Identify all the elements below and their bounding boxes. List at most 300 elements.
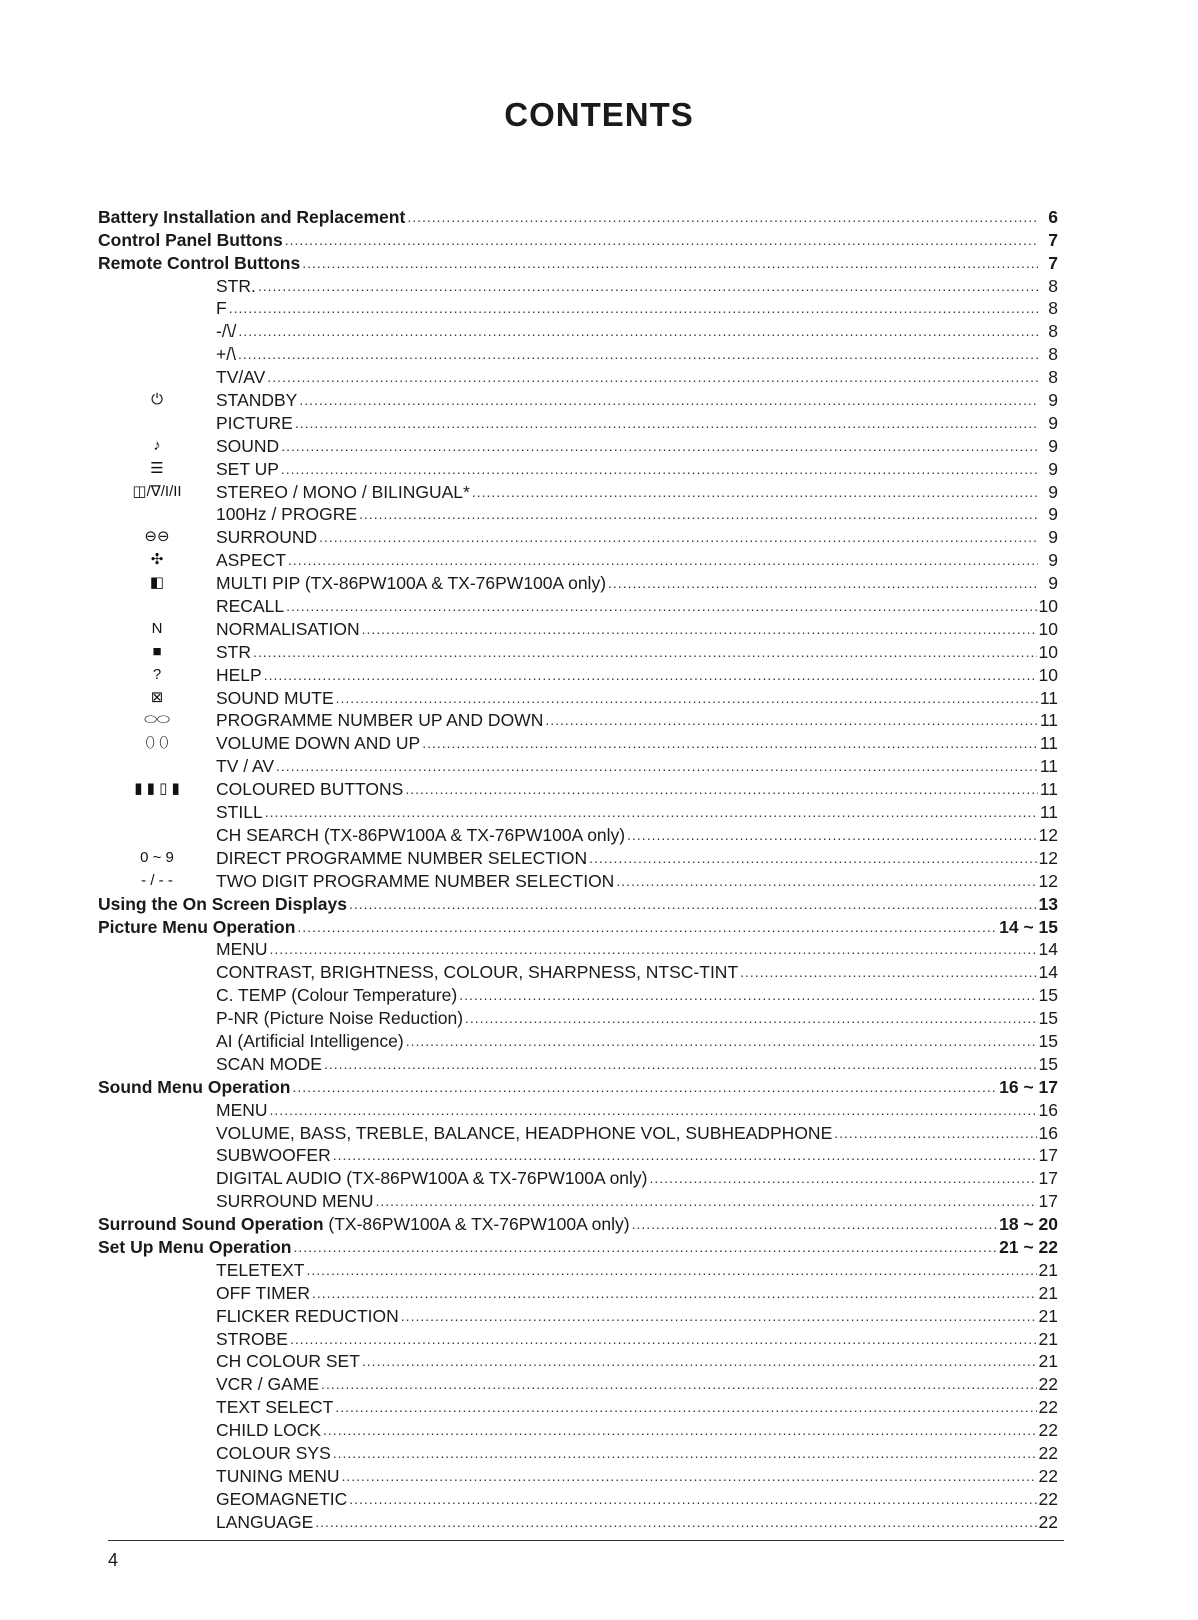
toc-entry-page: 17 (1038, 1145, 1058, 1166)
dot-leader (422, 733, 1038, 753)
toc-entry-page: 22 (1038, 1374, 1058, 1395)
toc-entry (98, 479, 1058, 502)
toc-entry (98, 341, 1058, 364)
toc-entry-page: 14 (1038, 939, 1058, 960)
toc-entry-label (216, 573, 606, 593)
toc-entry-title: RECALL (216, 596, 285, 617)
dot-leader (608, 573, 1038, 593)
toc-entry (98, 1051, 1058, 1074)
toc-entry (98, 524, 1058, 547)
toc-entry-page: 16 ~ 17 (999, 1076, 1058, 1097)
toc-entry-title: FLICKER REDUCTION (216, 1305, 399, 1326)
toc-entry (98, 1188, 1058, 1211)
dot-leader (335, 1397, 1036, 1417)
toc-entry-label (98, 1237, 291, 1257)
toc-entry (98, 1394, 1058, 1417)
toc-entry-page: 9 (1048, 435, 1058, 456)
toc-entry-title: MENU (216, 939, 268, 960)
dot-leader (405, 779, 1037, 799)
toc-entry-title: ASPECT (216, 550, 287, 571)
toc-entry-label (216, 550, 286, 570)
toc-entry (98, 204, 1058, 227)
toc-entry-title: MENU (216, 1099, 268, 1120)
dot-leader (359, 504, 1038, 524)
toc-entry-label (216, 642, 251, 662)
toc-entry (98, 914, 1058, 937)
toc-entry-page: 10 (1038, 641, 1058, 662)
dot-leader (545, 710, 1037, 730)
dot-leader (286, 596, 1036, 616)
toc-entry-label-suffix: (TX-86PW100A & TX-76PW100A only) (323, 1214, 630, 1235)
toc-entry (98, 1440, 1058, 1463)
toc-entry (98, 708, 1058, 731)
toc-entry-title: Picture Menu Operation (98, 916, 296, 937)
toc-entry-title: TUNING MENU (216, 1465, 340, 1486)
toc-entry (98, 1234, 1058, 1257)
toc-entry-label (216, 756, 274, 776)
toc-entry-label (216, 321, 236, 341)
dot-leader (302, 253, 1038, 273)
toc-entry-page: 7 (1048, 229, 1058, 250)
dot-leader (349, 894, 1037, 914)
toc-entry-title: TV/AV (216, 367, 266, 388)
toc-entry-label (216, 298, 227, 318)
toc-entry-title: LANGUAGE (216, 1511, 314, 1532)
multi-pip-icon: ◧ (149, 574, 165, 592)
toc-entry-title: MULTI PIP (TX-86PW100A & TX-76PW100A only) (216, 573, 607, 594)
toc-entry (98, 1326, 1058, 1349)
toc-entry-label (98, 253, 300, 273)
toc-entry-label (216, 1374, 319, 1394)
toc-entry (98, 1280, 1058, 1303)
dot-leader (406, 1031, 1037, 1051)
toc-entry-page: 8 (1048, 344, 1058, 365)
toc-entry-label (216, 1145, 331, 1165)
toc-entry-label (216, 871, 614, 891)
dot-leader (265, 802, 1038, 822)
toc-entry-page: 6 (1048, 206, 1058, 227)
dot-leader (299, 390, 1038, 410)
toc-entry-title: DIRECT PROGRAMME NUMBER SELECTION (216, 847, 588, 868)
toc-entry-label (216, 1351, 360, 1371)
toc-entry (98, 1257, 1058, 1280)
toc-entry-label (216, 276, 256, 296)
dot-leader (293, 1237, 997, 1257)
toc-entry (98, 1028, 1058, 1051)
dot-leader (401, 1306, 1037, 1326)
stereo-mono-bilingual-icon: ◫/∇/I/II (132, 482, 182, 500)
toc-entry-title: SURROUND MENU (216, 1191, 374, 1212)
toc-entry-title: PICTURE (216, 412, 293, 433)
toc-entry-label (216, 962, 738, 982)
toc-entry-title: P-NR (Picture Noise Reduction) (216, 1008, 464, 1029)
toc-entry-label (216, 1191, 374, 1211)
dot-leader (229, 298, 1038, 318)
toc-entry-title: Sound Menu Operation (98, 1076, 291, 1097)
dot-leader (632, 1214, 998, 1234)
dot-leader (336, 688, 1038, 708)
toc-entry-title: Set Up Menu Operation (98, 1236, 292, 1257)
toc-entry-label (216, 1512, 313, 1532)
toc-entry-label (216, 802, 263, 822)
toc-entry-title: TELETEXT (216, 1259, 305, 1280)
toc-entry (98, 662, 1058, 685)
setup-icon: ☰ (150, 459, 164, 477)
toc-entry-label (98, 1077, 291, 1097)
toc-entry-page: 21 (1038, 1305, 1058, 1326)
toc-entry-page: 17 (1038, 1168, 1058, 1189)
dot-leader (281, 459, 1038, 479)
toc-entry (98, 593, 1058, 616)
toc-entry-label (216, 779, 403, 799)
dot-leader (297, 917, 997, 937)
toc-entry-title: Control Panel Buttons (98, 229, 283, 250)
toc-entry-title: TV / AV (216, 756, 275, 777)
toc-entry-title: F (216, 298, 227, 319)
toc-entry-label (216, 1054, 322, 1074)
toc-entry-page: 9 (1048, 390, 1058, 411)
toc-entry-label (216, 1283, 310, 1303)
toc-entry-title: DIGITAL AUDIO (TX-86PW100A & TX-76PW100A only) (216, 1168, 648, 1189)
toc-entry-title: +/\ (216, 344, 236, 365)
toc-entry-label (216, 596, 284, 616)
dot-leader (627, 825, 1036, 845)
two-digit-icon: - / - - (141, 871, 173, 889)
toc-entry-page: 9 (1048, 573, 1058, 594)
dot-leader (293, 1077, 998, 1097)
dot-leader (459, 985, 1036, 1005)
dot-leader (267, 367, 1038, 387)
dot-leader (290, 1329, 1037, 1349)
toc-entry-label (216, 848, 587, 868)
toc-entry-page: 17 (1038, 1191, 1058, 1212)
toc-entry-page: 9 (1048, 412, 1058, 433)
toc-entry-page: 15 (1038, 985, 1058, 1006)
toc-entry-page: 8 (1048, 321, 1058, 342)
toc-entry (98, 1074, 1058, 1097)
toc-entry (98, 1303, 1058, 1326)
toc-entry-page: 15 (1038, 1053, 1058, 1074)
toc-entry-label (216, 1008, 463, 1028)
toc-entry-page: 9 (1048, 550, 1058, 571)
dot-leader (362, 619, 1037, 639)
toc-entry (98, 730, 1058, 753)
dot-leader (321, 1374, 1036, 1394)
dot-leader (472, 482, 1038, 502)
toc-entry (98, 1211, 1058, 1234)
programme-up-down-icon: ⬭⬭ (144, 711, 170, 729)
toc-entry (98, 547, 1058, 570)
toc-entry (98, 845, 1058, 868)
toc-entry (98, 364, 1058, 387)
footer-divider (108, 1540, 1064, 1541)
toc-entry-title: CH SEARCH (TX-86PW100A & TX-76PW100A only) (216, 824, 626, 845)
toc-entry-label (216, 1031, 404, 1051)
toc-entry-title: CONTRAST, BRIGHTNESS, COLOUR, SHARPNESS, NTSC-TINT (216, 962, 739, 983)
toc-entry-label (216, 1260, 305, 1280)
toc-entry-label (216, 985, 457, 1005)
toc-entry (98, 1143, 1058, 1166)
dot-leader (288, 550, 1038, 570)
toc-entry-title: 100Hz / PROGRE (216, 504, 358, 525)
toc-entry-label (216, 939, 268, 959)
toc-entry (98, 1097, 1058, 1120)
toc-entry-page: 16 (1038, 1099, 1058, 1120)
dot-leader (270, 1100, 1037, 1120)
toc-entry-page: 12 (1038, 824, 1058, 845)
toc-entry-title: VCR / GAME (216, 1374, 320, 1395)
dot-leader (834, 1123, 1036, 1143)
toc-entry-label (98, 894, 347, 914)
dot-leader (362, 1351, 1037, 1371)
toc-entry-label (216, 344, 236, 364)
toc-entry-page: 22 (1038, 1442, 1058, 1463)
toc-entry-title: Battery Installation and Replacement (98, 206, 406, 227)
toc-entry-title: VOLUME DOWN AND UP (216, 733, 421, 754)
toc-entry-label (98, 207, 405, 227)
dot-leader (333, 1145, 1037, 1165)
toc-entry-label (98, 917, 295, 937)
dot-leader (376, 1191, 1037, 1211)
toc-entry-page: 15 (1038, 1030, 1058, 1051)
standby-icon: ⏻ (151, 391, 163, 409)
toc-entry (98, 1120, 1058, 1143)
toc-entry-title: AI (Artificial Intelligence) (216, 1030, 404, 1051)
toc-entry-page: 21 ~ 22 (999, 1236, 1058, 1257)
toc-entry-label (216, 688, 334, 708)
toc-entry-label (216, 710, 543, 730)
toc-entry-label (216, 619, 360, 639)
toc-entry-page: 14 ~ 15 (999, 916, 1058, 937)
toc-entry-label (216, 459, 279, 479)
toc-entry (98, 502, 1058, 525)
toc-entry-page: 12 (1038, 870, 1058, 891)
toc-entry-page: 11 (1039, 733, 1058, 754)
toc-entry-page: 22 (1038, 1465, 1058, 1486)
toc-entry-label (98, 230, 283, 250)
toc-entry (98, 753, 1058, 776)
toc-entry-title: Surround Sound Operation (98, 1214, 324, 1235)
footer-page-number: 4 (108, 1550, 119, 1570)
dot-leader (349, 1489, 1036, 1509)
toc-entry (98, 387, 1058, 410)
toc-entry-page: 15 (1038, 1008, 1058, 1029)
toc-entry-label (216, 390, 297, 410)
dot-leader (276, 756, 1038, 776)
toc-entry (98, 410, 1058, 433)
toc-entry (98, 1371, 1058, 1394)
toc-entry (98, 799, 1058, 822)
toc-entry-page: 9 (1048, 504, 1058, 525)
toc-entry-page: 11 (1039, 802, 1058, 823)
toc-entry-page: 21 (1038, 1259, 1058, 1280)
toc-entry (98, 685, 1058, 708)
dot-leader (258, 276, 1038, 296)
toc-entry-page: 8 (1048, 298, 1058, 319)
toc-entry-title: CH COLOUR SET (216, 1351, 360, 1372)
toc-entry-title: CHILD LOCK (216, 1420, 322, 1441)
digit-keys-icon: 0 ~ 9 (140, 848, 174, 866)
toc-entry (98, 822, 1058, 845)
toc-entry (98, 318, 1058, 341)
toc-entry-label (216, 413, 293, 433)
toc-entry-label (216, 504, 357, 524)
toc-entry-title: STR (216, 641, 251, 662)
toc-entry (98, 570, 1058, 593)
surround-icon: ⊖⊖ (144, 528, 170, 546)
dot-leader (650, 1168, 1037, 1188)
toc-entry-label (216, 1329, 288, 1349)
toc-entry (98, 1005, 1058, 1028)
toc-entry-page: 8 (1048, 275, 1058, 296)
toc-entry-title: C. TEMP (Colour Temperature) (216, 985, 458, 1006)
toc-entry-page: 21 (1038, 1351, 1058, 1372)
toc-entry (98, 776, 1058, 799)
dot-leader (281, 436, 1038, 456)
toc-entry-page: 11 (1039, 756, 1058, 777)
toc-entry-title: SET UP (216, 458, 279, 479)
sound-icon: ♪ (153, 436, 161, 454)
toc-entry-label (216, 733, 420, 753)
table-of-contents (98, 204, 1058, 1532)
toc-entry (98, 433, 1058, 456)
toc-entry (98, 868, 1058, 891)
dot-leader (238, 321, 1038, 341)
toc-entry (98, 616, 1058, 639)
toc-entry-label (216, 1420, 321, 1440)
toc-entry-page: 22 (1038, 1488, 1058, 1509)
toc-entry-title: TWO DIGIT PROGRAMME NUMBER SELECTION (216, 870, 615, 891)
toc-entry-page: 13 (1038, 893, 1058, 914)
dot-leader (312, 1283, 1037, 1303)
dot-leader (307, 1260, 1037, 1280)
aspect-icon: ✣ (150, 551, 164, 569)
toc-entry (98, 1463, 1058, 1486)
toc-entry-page: 11 (1039, 710, 1058, 731)
toc-entry-label (216, 1168, 648, 1188)
toc-entry-label (216, 1443, 331, 1463)
dot-leader (270, 939, 1037, 959)
dot-leader (295, 413, 1038, 433)
toc-entry-page: 22 (1038, 1420, 1058, 1441)
toc-entry-page: 9 (1048, 481, 1058, 502)
toc-entry-title: STANDBY (216, 390, 298, 411)
dot-leader (616, 871, 1036, 891)
page-title: CONTENTS (504, 96, 694, 133)
toc-entry (98, 296, 1058, 319)
dot-leader (407, 207, 1038, 227)
toc-entry-title: STROBE (216, 1328, 288, 1349)
dot-leader (264, 665, 1037, 685)
toc-entry-label (98, 1214, 630, 1234)
coloured-buttons-icon: ▮ ▮ ▯ ▮ (134, 780, 180, 798)
dot-leader (589, 848, 1036, 868)
toc-entry-title: Remote Control Buttons (98, 252, 301, 273)
volume-down-up-icon: ⬯ ⬯ (145, 734, 169, 752)
toc-entry-title: OFF TIMER (216, 1282, 310, 1303)
toc-entry-label (216, 1397, 333, 1417)
dot-leader (285, 230, 1038, 250)
help-icon: ? (152, 665, 162, 683)
toc-entry-page: 9 (1048, 527, 1058, 548)
toc-entry (98, 982, 1058, 1005)
toc-entry (98, 639, 1058, 662)
toc-entry-title: SOUND (216, 435, 280, 456)
toc-entry (98, 937, 1058, 960)
toc-entry-page: 7 (1048, 252, 1058, 273)
toc-entry-title: COLOURED BUTTONS (216, 779, 404, 800)
dot-leader (253, 642, 1037, 662)
toc-entry (98, 227, 1058, 250)
toc-entry-page: 21 (1038, 1328, 1058, 1349)
toc-entry-page: 14 (1038, 962, 1058, 983)
toc-entry-title: SCAN MODE (216, 1053, 322, 1074)
toc-entry-label (216, 665, 262, 685)
dot-leader (333, 1443, 1037, 1463)
toc-entry-label (216, 527, 317, 547)
toc-entry (98, 959, 1058, 982)
dot-leader (319, 527, 1038, 547)
toc-entry-title: SOUND MUTE (216, 687, 334, 708)
toc-entry-label (216, 1466, 339, 1486)
dot-leader (324, 1054, 1037, 1074)
dot-leader (323, 1420, 1037, 1440)
toc-entry-page: 12 (1038, 847, 1058, 868)
toc-entry-title: SURROUND (216, 527, 318, 548)
toc-entry-title: SUBWOOFER (216, 1145, 331, 1166)
dot-leader (740, 962, 1036, 982)
toc-entry-title: NORMALISATION (216, 618, 360, 639)
dot-leader (465, 1008, 1037, 1028)
toc-entry-page: 11 (1039, 779, 1058, 800)
toc-entry-title: -/\/ (216, 321, 237, 342)
toc-entry-label (216, 1100, 268, 1120)
toc-entry-label (216, 825, 625, 845)
toc-entry-page: 18 ~ 20 (999, 1214, 1058, 1235)
toc-entry-page: 16 (1038, 1122, 1058, 1143)
toc-entry-label (216, 1489, 347, 1509)
toc-entry-title: GEOMAGNETIC (216, 1488, 348, 1509)
toc-entry-page: 11 (1039, 687, 1058, 708)
toc-entry-page: 8 (1048, 367, 1058, 388)
dot-leader (315, 1512, 1036, 1532)
dot-leader (341, 1466, 1036, 1486)
toc-entry-page: 10 (1038, 664, 1058, 685)
toc-entry-label (216, 1123, 832, 1143)
toc-entry-page: 10 (1038, 596, 1058, 617)
toc-entry (98, 250, 1058, 273)
toc-entry (98, 1486, 1058, 1509)
normalisation-icon: N (151, 619, 163, 637)
toc-entry-page: 10 (1038, 618, 1058, 639)
toc-entry-page: 22 (1038, 1397, 1058, 1418)
toc-entry-title: HELP (216, 664, 262, 685)
toc-entry (98, 1165, 1058, 1188)
dot-leader (238, 344, 1038, 364)
toc-entry-label (216, 482, 470, 502)
toc-entry (98, 1417, 1058, 1440)
toc-entry-page: 22 (1038, 1511, 1058, 1532)
toc-entry (98, 891, 1058, 914)
sound-mute-icon: ⊠ (150, 688, 164, 706)
toc-entry-title: PROGRAMME NUMBER UP AND DOWN (216, 710, 544, 731)
toc-entry (98, 273, 1058, 296)
toc-entry-title: STILL (216, 802, 263, 823)
toc-entry-page: 9 (1048, 458, 1058, 479)
toc-entry-title: COLOUR SYS (216, 1442, 331, 1463)
toc-entry-title: STEREO / MONO / BILINGUAL* (216, 481, 470, 502)
str-icon: ■ (152, 642, 162, 660)
